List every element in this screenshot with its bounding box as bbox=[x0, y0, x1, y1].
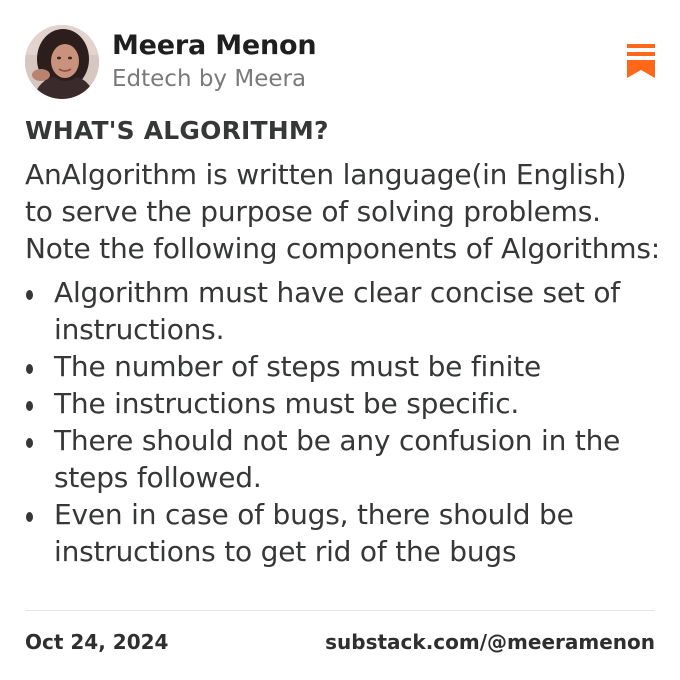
bullet-icon bbox=[26, 438, 33, 448]
substack-bookmark-icon[interactable] bbox=[627, 44, 655, 78]
list-item bbox=[25, 385, 660, 422]
list-item-text: Algorithm must have clear concise set of instructions. bbox=[54, 276, 620, 346]
list-item bbox=[25, 274, 660, 348]
list-item bbox=[25, 422, 660, 496]
list-item bbox=[25, 348, 660, 385]
list-item bbox=[25, 496, 660, 570]
post-body bbox=[25, 156, 660, 592]
list-item-text: The instructions must be specific. bbox=[54, 387, 520, 420]
list-item-text: Even in case of bugs, there should be instructions to get rid of the bugs bbox=[54, 498, 574, 568]
list-item-text: The number of steps must be finite bbox=[54, 350, 542, 383]
author-name[interactable]: Meera Menon bbox=[112, 30, 317, 61]
list-item-text: There should not be any confusion in the steps followed. bbox=[54, 424, 621, 494]
bullet-icon bbox=[26, 512, 33, 522]
bullet-icon bbox=[26, 401, 33, 411]
avatar[interactable] bbox=[25, 25, 99, 99]
footer-divider bbox=[25, 610, 655, 611]
post-title: WHAT'S ALGORITHM? bbox=[25, 116, 329, 145]
post-intro: AnAlgorithm is written language(in English) to serve the purpose of solving problems. Note the following components of Algorithms: bbox=[25, 158, 660, 265]
publication-name[interactable]: Edtech by Meera bbox=[112, 66, 307, 92]
bullet-list bbox=[25, 274, 660, 570]
profile-link[interactable]: substack.com/@meeramenon bbox=[325, 630, 655, 654]
avatar-photo bbox=[25, 25, 99, 99]
post-date: Oct 24, 2024 bbox=[25, 630, 169, 654]
bullet-icon bbox=[26, 290, 33, 300]
bullet-icon bbox=[26, 364, 33, 374]
